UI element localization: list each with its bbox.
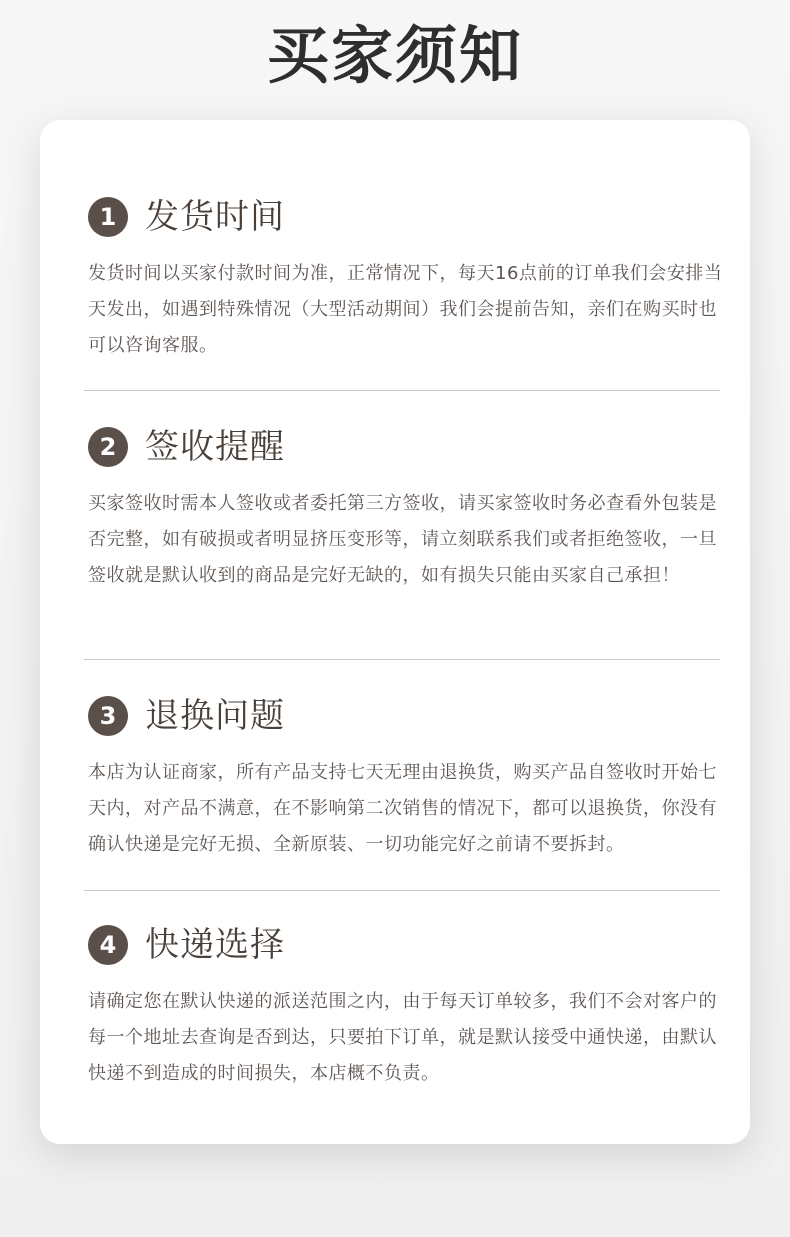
number-badge: 1	[88, 197, 128, 237]
section-shipping-time	[88, 192, 728, 364]
section-header	[88, 920, 728, 970]
page-title: 买家须知	[266, 19, 523, 92]
section-body: 发货时间以买家付款时间为准，正常情况下，每天16点前的订单我们会安排当天发出，如遇到特殊情况（大型活动期间）我们会提前告知，亲们在购买时也可以咨询客服。	[88, 263, 723, 356]
number-badge: 4	[88, 925, 128, 965]
section-header	[88, 691, 728, 741]
section-header	[88, 422, 728, 472]
section-returns	[88, 691, 728, 863]
section-heading: 发货时间	[145, 197, 285, 237]
section-heading: 签收提醒	[145, 427, 285, 467]
section-heading: 退换问题	[145, 696, 285, 736]
number-badge: 3	[88, 696, 128, 736]
section-body: 本店为认证商家，所有产品支持七天无理由退换货，购买产品自签收时开始七天内，对产品不满意，在不影响第二次销售的情况下，都可以退换货，你没有确认快递是完好无损、全新原装、一切功能完好之前请不要拆封。	[88, 762, 717, 855]
section-body: 买家签收时需本人签收或者委托第三方签收，请买家签收时务必查看外包装是否完整，如有破损或者明显挤压变形等，请立刻联系我们或者拒绝签收，一旦签收就是默认收到的商品是完好无缺的，如有损失只能由买家自己承担！	[88, 493, 717, 586]
section-heading: 快递选择	[145, 925, 285, 965]
section-receipt-reminder	[88, 422, 728, 594]
notice-card	[40, 120, 750, 1144]
section-header	[88, 192, 728, 242]
section-divider	[84, 659, 720, 660]
section-body: 请确定您在默认快递的派送范围之内，由于每天订单较多，我们不会对客户的每一个地址去查询是否到达，只要拍下订单，就是默认接受中通快递，由默认快递不到造成的时间损失，本店概不负责。	[88, 991, 717, 1084]
section-divider	[84, 890, 720, 891]
section-divider	[84, 390, 720, 391]
number-badge: 2	[88, 427, 128, 467]
section-courier-choice	[88, 920, 728, 1092]
